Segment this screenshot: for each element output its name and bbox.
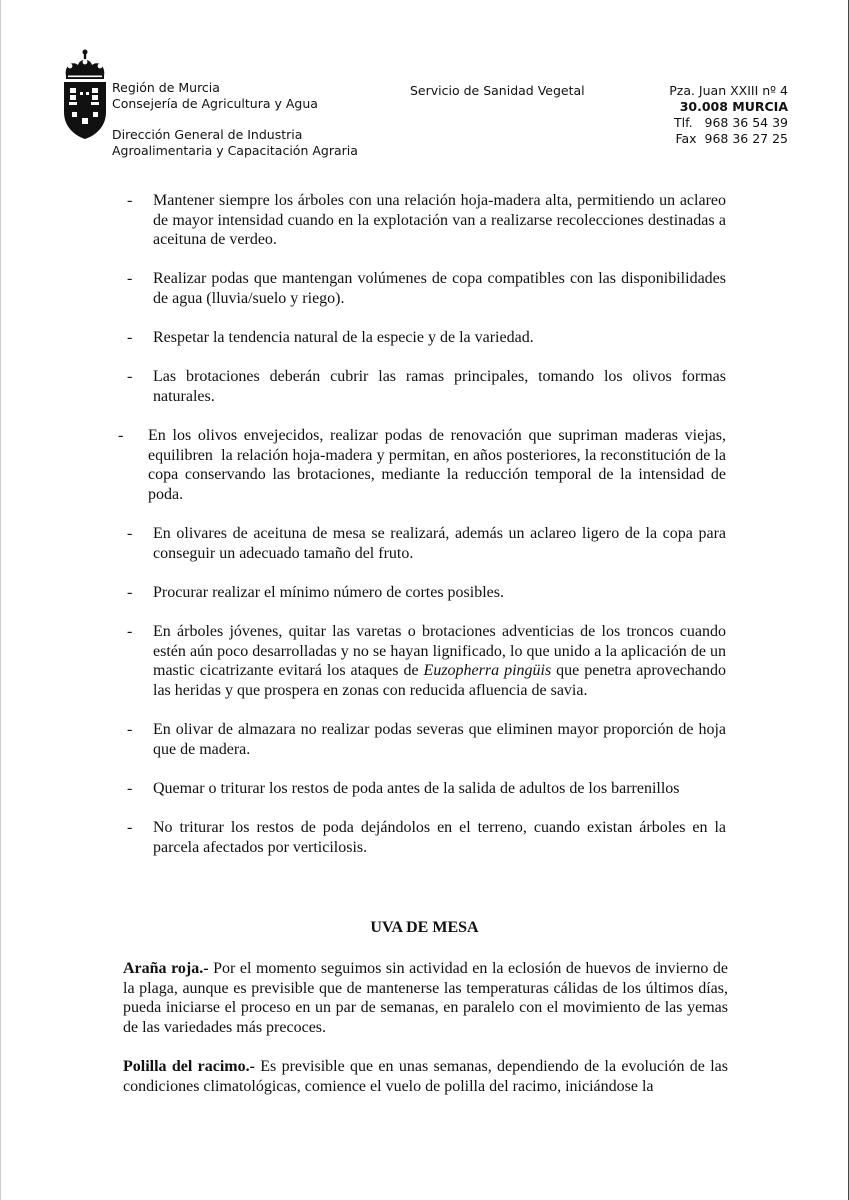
- paragraph-spider-mite: Araña roja.- Por el momento seguimos sin actividad en la eclosión de huevos de invierno de la plaga, aunque es previsible que de mantenerse las temperaturas cálidas de los últimos días, pueda iniciarse el proceso en un par de semanas, en paralelo con el movimiento de las yemas de las variedades más precoces.: [123, 960, 728, 1036]
- fax-number: Fax 968 36 27 25: [675, 131, 788, 146]
- page-edge-left: [0, 0, 1, 1200]
- region-name: Región de Murcia: [112, 80, 220, 95]
- list-item: - Las brotaciones deberán cubrir las ramas principales, tomando los olivos formas naturales.: [127, 368, 726, 405]
- list-item: - No triturar los restos de poda dejándolos en el terreno, cuando existan árboles en la parcela afectados por verticilosis.: [127, 819, 726, 856]
- list-item: - Quemar o triturar los restos de poda antes de la salida de adultos de los barrenillos: [127, 779, 680, 797]
- recommendations-list: [118, 191, 730, 877]
- directorate-line-2: Agroalimentaria y Capacitación Agraria: [112, 143, 358, 158]
- street-address: Pza. Juan XXIII nº 4: [669, 83, 788, 98]
- coat-of-arms-icon: [60, 48, 110, 140]
- list-item: - En los olivos envejecidos, realizar podas de renovación que supriman maderas viejas, equilibren la relación hoja-madera y permitan, en años posteriores, la reconstitución de la copa conservando las brotaciones, mediante la reducción temporal de la intensidad de poda.: [118, 427, 730, 503]
- list-item: - Respetar la tendencia natural de la especie y de la variedad.: [127, 329, 534, 347]
- paragraph-label: Araña roja.-: [123, 960, 209, 977]
- species-name: Euzopherra pingüis: [423, 662, 552, 680]
- paragraph-label: Polilla del racimo.-: [123, 1058, 255, 1075]
- city-postcode: 30.008 MURCIA: [679, 99, 788, 114]
- list-item: - Procurar realizar el mínimo número de cortes posibles.: [127, 583, 504, 601]
- directorate-line-1: Dirección General de Industria: [112, 127, 303, 142]
- list-item: - Realizar podas que mantengan volúmenes de copa compatibles con las disponibilidades de agua (lluvia/suelo y riego).: [127, 270, 726, 307]
- list-item: - Mantener siempre los árboles con una relación hoja-madera alta, permitiendo un aclareo de mayor intensidad cuando en la explotación van a realizarse recolecciones destinadas a aceituna de verdeo.: [127, 192, 726, 249]
- section-title: UVA DE MESA: [370, 919, 479, 936]
- list-item: - En olivar de almazara no realizar podas severas que eliminen mayor proporción de hoja que de madera.: [127, 721, 726, 758]
- list-item: - En olivares de aceituna de mesa se realizará, además un aclareo ligero de la copa para conseguir un adecuado tamaño del fruto.: [127, 525, 726, 562]
- phone-number: Tlf. 968 36 54 39: [674, 115, 788, 130]
- ministry-name: Consejería de Agricultura y Agua: [112, 96, 318, 111]
- paragraph-grape-moth: Polilla del racimo.- Es previsible que en unas semanas, dependiendo de la evolución de las condiciones climatológicas, comience el vuelo de polilla del racimo, iniciándose la: [123, 1058, 728, 1095]
- list-item: - En árboles jóvenes, quitar las varetas o brotaciones adventicias de los troncos cuando estén aún poco desarrolladas y no se hayan lignificado, lo que unido a la aplicación de un mastic cicatrizante evitará los ataques de Euzopherra pingüis que penetra aprovechando las heridas y que prospera en zonas con reducida afluencia de savia.: [127, 623, 726, 699]
- header-address: [620, 83, 788, 147]
- header-organization: [112, 80, 318, 112]
- header-directorate: [112, 127, 358, 159]
- service-name: Servicio de Sanidad Vegetal: [410, 83, 585, 98]
